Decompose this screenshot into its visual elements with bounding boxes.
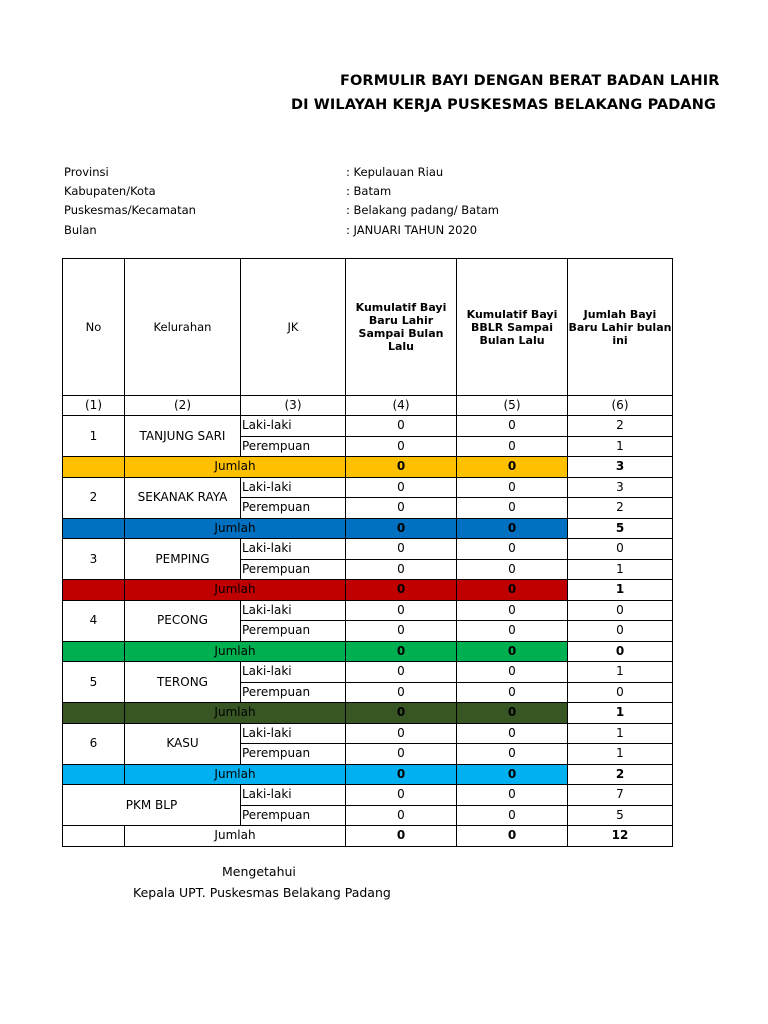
table-row: [63, 600, 673, 621]
value-cell: 0: [457, 600, 568, 621]
value-cell: 0: [457, 703, 568, 724]
value-cell: 0: [346, 518, 457, 539]
kelurahan-name: PECONG: [125, 600, 241, 641]
info-label-puskesmas: Puskesmas/Kecamatan: [64, 203, 196, 217]
info-label-kabupaten: Kabupaten/Kota: [64, 184, 156, 198]
table-row: [63, 662, 673, 683]
value-cell: 0: [346, 662, 457, 683]
value-cell: 3: [568, 457, 673, 478]
value-cell: 0: [457, 457, 568, 478]
subtotal-blank: [63, 764, 125, 785]
value-cell: 0: [346, 764, 457, 785]
value-cell: 0: [346, 477, 457, 498]
value-cell: 5: [568, 518, 673, 539]
total-row: [63, 826, 673, 847]
value-cell: 5: [568, 805, 673, 826]
subtotal-label: Jumlah: [125, 580, 346, 601]
value-cell: 0: [568, 539, 673, 560]
value-cell: 0: [568, 621, 673, 642]
jk-female: Perempuan: [241, 805, 346, 826]
value-cell: 0: [457, 436, 568, 457]
jk-female: Perempuan: [241, 682, 346, 703]
value-cell: 1: [568, 580, 673, 601]
header-jumlah-bulan-ini: Jumlah Bayi Baru Lahir bulan ini: [568, 259, 673, 396]
subtotal-row: [63, 764, 673, 785]
value-cell: 12: [568, 826, 673, 847]
column-number-row: [63, 396, 673, 416]
value-cell: 0: [346, 641, 457, 662]
value-cell: 0: [457, 580, 568, 601]
info-value-puskesmas: : Belakang padang/ Batam: [346, 203, 499, 217]
value-cell: 0: [457, 785, 568, 806]
row-number: 5: [63, 662, 125, 703]
subtotal-blank: [63, 641, 125, 662]
value-cell: 0: [346, 682, 457, 703]
value-cell: 0: [346, 580, 457, 601]
value-cell: 0: [346, 621, 457, 642]
value-cell: 2: [568, 416, 673, 437]
value-cell: 3: [568, 477, 673, 498]
subtotal-label: Jumlah: [125, 641, 346, 662]
value-cell: 2: [568, 764, 673, 785]
info-value-provinsi: : Kepulauan Riau: [346, 165, 444, 179]
value-cell: 0: [346, 744, 457, 765]
header-kelurahan: Kelurahan: [125, 259, 241, 396]
value-cell: 0: [457, 477, 568, 498]
value-cell: 1: [568, 723, 673, 744]
table-header-row: [63, 259, 673, 396]
jk-male: Laki-laki: [241, 662, 346, 683]
col-number: (3): [241, 396, 346, 416]
kelurahan-name: SEKANAK RAYA: [125, 477, 241, 518]
subtotal-blank: [63, 457, 125, 478]
value-cell: 0: [346, 805, 457, 826]
jk-female: Perempuan: [241, 621, 346, 642]
jk-male: Laki-laki: [241, 416, 346, 437]
value-cell: 0: [346, 498, 457, 519]
row-number: 6: [63, 723, 125, 764]
signature-acknowledge: Mengetahui: [222, 864, 296, 879]
row-number: 2: [63, 477, 125, 518]
col-number: (4): [346, 396, 457, 416]
jk-male: Laki-laki: [241, 477, 346, 498]
value-cell: 0: [346, 436, 457, 457]
jk-male: Laki-laki: [241, 723, 346, 744]
table-row: [63, 723, 673, 744]
subtotal-label: Jumlah: [125, 518, 346, 539]
table-row: [63, 416, 673, 437]
kelurahan-name: TANJUNG SARI: [125, 416, 241, 457]
subtotal-row: [63, 641, 673, 662]
jk-female: Perempuan: [241, 498, 346, 519]
col-number: (5): [457, 396, 568, 416]
info-value-kabupaten: : Batam: [346, 184, 392, 198]
subtotal-label: Jumlah: [125, 703, 346, 724]
jk-male: Laki-laki: [241, 785, 346, 806]
value-cell: 0: [457, 723, 568, 744]
value-cell: 0: [346, 785, 457, 806]
value-cell: 0: [457, 744, 568, 765]
col-number: (6): [568, 396, 673, 416]
value-cell: 1: [568, 703, 673, 724]
title-area: [0, 60, 720, 120]
value-cell: 0: [457, 539, 568, 560]
value-cell: 0: [346, 703, 457, 724]
jk-male: Laki-laki: [241, 600, 346, 621]
value-cell: 0: [457, 641, 568, 662]
value-cell: 0: [346, 559, 457, 580]
value-cell: 0: [346, 539, 457, 560]
table-row: [63, 477, 673, 498]
table-row: [63, 539, 673, 560]
col-number: (1): [63, 396, 125, 416]
value-cell: 2: [568, 498, 673, 519]
subtotal-label: Jumlah: [125, 764, 346, 785]
value-cell: 0: [346, 826, 457, 847]
value-cell: 0: [457, 764, 568, 785]
value-cell: 0: [346, 600, 457, 621]
value-cell: 0: [346, 723, 457, 744]
col-number: (2): [125, 396, 241, 416]
subtotal-label: Jumlah: [125, 457, 346, 478]
jk-female: Perempuan: [241, 436, 346, 457]
total-label: Jumlah: [125, 826, 346, 847]
header-kumulatif-bblr: Kumulatif Bayi BBLR Sampai Bulan Lalu: [457, 259, 568, 396]
kelurahan-name: TERONG: [125, 662, 241, 703]
value-cell: 0: [346, 416, 457, 437]
subtotal-row: [63, 580, 673, 601]
form-title-line1: FORMULIR BAYI DENGAN BERAT BADAN LAHIR: [340, 73, 720, 89]
jk-female: Perempuan: [241, 559, 346, 580]
row-number: 3: [63, 539, 125, 580]
header-jk: JK: [241, 259, 346, 396]
value-cell: 0: [568, 600, 673, 621]
info-label-bulan: Bulan: [64, 223, 97, 237]
value-cell: 0: [457, 498, 568, 519]
subtotal-blank: [63, 703, 125, 724]
table-row: [63, 785, 673, 806]
jk-male: Laki-laki: [241, 539, 346, 560]
value-cell: 0: [457, 682, 568, 703]
row-number: 1: [63, 416, 125, 457]
value-cell: 0: [568, 641, 673, 662]
value-cell: 0: [346, 457, 457, 478]
value-cell: 0: [457, 559, 568, 580]
jk-female: Perempuan: [241, 744, 346, 765]
subtotal-row: [63, 518, 673, 539]
subtotal-row: [63, 457, 673, 478]
kelurahan-name: KASU: [125, 723, 241, 764]
header-no: No: [63, 259, 125, 396]
header-kumulatif-bbl: Kumulatif Bayi Baru Lahir Sampai Bulan Lalu: [346, 259, 457, 396]
value-cell: 1: [568, 559, 673, 580]
subtotal-blank: [63, 518, 125, 539]
pkm-name: PKM BLP: [63, 785, 241, 826]
row-number: 4: [63, 600, 125, 641]
data-table: [62, 258, 673, 847]
value-cell: 0: [457, 826, 568, 847]
subtotal-blank: [63, 580, 125, 601]
value-cell: 7: [568, 785, 673, 806]
info-label-provinsi: Provinsi: [64, 165, 109, 179]
form-title-line2: DI WILAYAH KERJA PUSKESMAS BELAKANG PADANG: [291, 97, 716, 113]
value-cell: 0: [457, 518, 568, 539]
signature-title: Kepala UPT. Puskesmas Belakang Padang: [133, 885, 391, 900]
value-cell: 1: [568, 662, 673, 683]
value-cell: 1: [568, 744, 673, 765]
value-cell: 0: [457, 805, 568, 826]
value-cell: 0: [457, 621, 568, 642]
value-cell: 0: [568, 682, 673, 703]
value-cell: 0: [457, 416, 568, 437]
value-cell: 1: [568, 436, 673, 457]
subtotal-row: [63, 703, 673, 724]
info-value-bulan: : JANUARI TAHUN 2020: [346, 223, 478, 237]
value-cell: 0: [457, 662, 568, 683]
kelurahan-name: PEMPING: [125, 539, 241, 580]
total-blank: [63, 826, 125, 847]
